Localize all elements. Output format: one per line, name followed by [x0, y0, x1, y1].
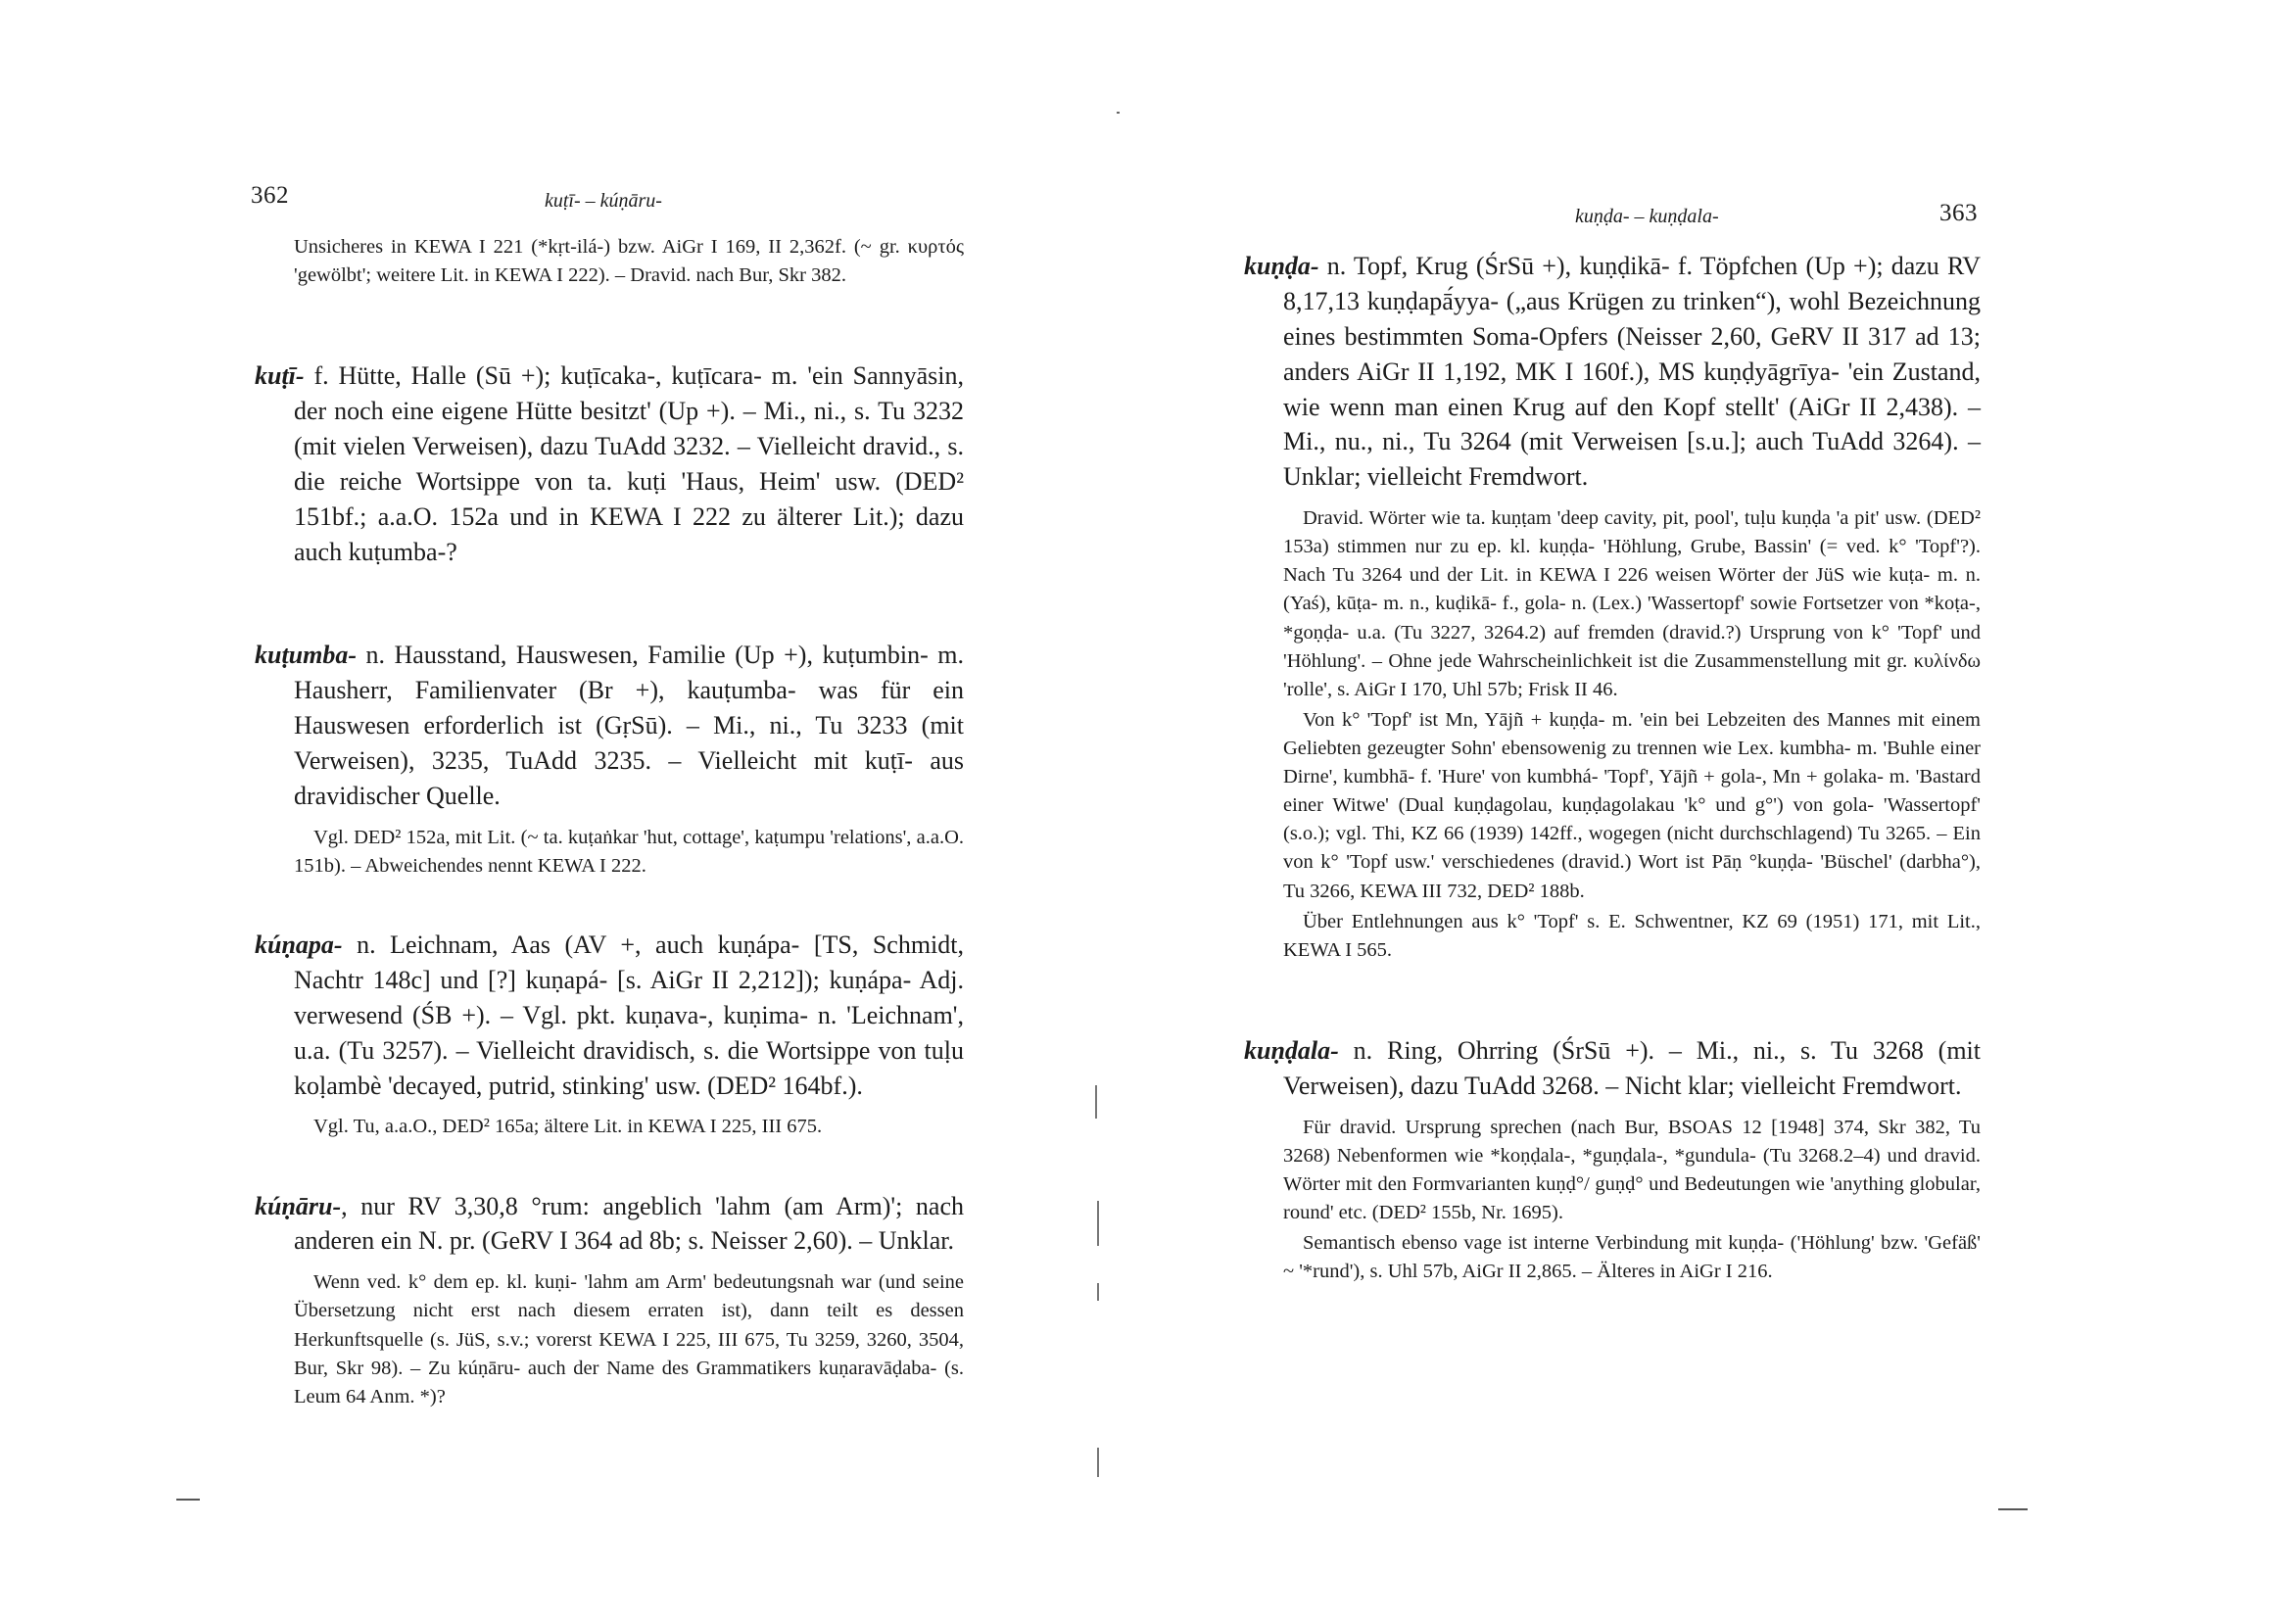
edge-mark	[176, 1499, 200, 1501]
edge-mark	[1998, 1508, 2028, 1510]
running-head: kuṇḍa- – kuṇḍala-	[1575, 206, 1719, 227]
entry-text: f. Hütte, Halle (Sū +); kuṭīcaka-, kuṭīcara- m. 'ein Sannyāsin, der noch eine eigene Hütte besitzt' (Up +). – Mi., ni., s. Tu 3232 (mit vielen Verweisen), dazu TuAdd 3232. – Vielleicht dravid., s. die reiche Wortsippe von ta. kuṭi 'Haus, Heim' usw. (DED² 151bf.; a.a.O. 152a und in KEWA I 222 zu älterer Lit.); dazu auch kuṭumba-?	[294, 361, 964, 566]
entry-note: Vgl. DED² 152a, mit Lit. (~ ta. kuṭaṅkar 'hut, cottage', kaṭumpu 'relations', a.a.O. 151b). – Abweichendes nennt KEWA I 222.	[294, 826, 964, 877]
page-number: 363	[1939, 200, 1978, 226]
dictionary-entry	[255, 638, 964, 813]
right-column	[1244, 249, 1981, 1286]
dictionary-entry	[1244, 1033, 1981, 1104]
right-page	[1148, 0, 2296, 1622]
entry-lemma: kúṇapa-	[255, 930, 343, 960]
opening-note: Unsicheres in KEWA I 221 (*kṛt-ilá-) bzw. AiGr I 169, II 2,362f. (~ gr. κυρτός 'gewölbt'; weitere Lit. in KEWA I 222). – Dravid. nach Bur, Skr 382.	[294, 236, 964, 287]
entry-text: n. Leichnam, Aas (AV +, auch kuṇápa- [TS, Schmidt, Nachtr 148c] und [?] kuṇapá- [s. AiGr II 2,212]); kuṇápa- Adj. verwesend (ŚB +). – Vgl. pkt. kuṇava-, kuṇima- n. 'Leichnam', u.a. (Tu 3257). – Vielleicht dravidisch, s. die Wortsippe von tuḷu koḷambè 'decayed, putrid, stinking' usw. (DED² 164bf.).	[294, 930, 964, 1100]
entry-note: Wenn ved. k° dem ep. kl. kuṇi- 'lahm am Arm' bedeutungsnah war (und seine Übersetzung nicht erst nach diesem erraten ist), dann teilt es dessen Herkunftsquelle (s. JüS, s.v.; vorerst KEWA I 225, III 675, Tu 3259, 3260, 3504, Bur, Skr 98). – Zu kúṇāru- auch der Name des Grammatikers kuṇaravāḍaba- (s. Leum 64 Anm. *)?	[294, 1271, 964, 1407]
entry-note: Dravid. Wörter wie ta. kuṇṭam 'deep cavity, pit, pool', tuḷu kuṇḍa 'a pit' usw. (DED² 153a) stimmen nur zu ep. kl. kuṇḍa- 'Höhlung, Grube, Bassin' (= ved. k° 'Topf'?). Nach Tu 3264 und der Lit. in KEWA I 226 weisen Wörter der JüS wie kuṭa- m. n. (Yaś), kūṭa- m. n., kuḍikā- f., gola- n. (Lex.) 'Wassertopf' sowie Fortsetzer von *koṭa-, *goṇḍa- u.a. (Tu 3227, 3264.2) auf fremden (dravid.?) Ursprung von k° 'Topf' und 'Höhlung'. – Ohne jede Wahrscheinlichkeit ist die Zusammenstellung mit gr. κυλίνδω 'rolle', s. AiGr I 170, Uhl 57b; Frisk II 46.	[1283, 507, 1981, 700]
page-number: 362	[251, 182, 289, 209]
entry-text: n. Topf, Krug (ŚrSū +), kuṇḍikā- f. Töpfchen (Up +); dazu RV 8,17,13 kuṇḍapā́yya- („aus Krügen zu trinken“), wohl Bezeichnung eines bestimmten Soma-Opfers (Neisser 2,60, GeRV II 317 ad 13; anders AiGr II 1,192, MK I 160f.), MS kuṇḍyāgrīya- 'ein Zustand, wie wenn man einen Krug auf den Kopf stellt' (AiGr II 2,438). – Mi., nu., ni., Tu 3264 (mit Verweisen [s.u.]; auch TuAdd 3264). – Unklar; vielleicht Fremdwort.	[1283, 252, 1981, 492]
dictionary-entry	[255, 1189, 964, 1260]
running-head: kuṭī- – kúṇāru-	[545, 190, 662, 212]
entry-lemma: kuṭī-	[255, 361, 305, 391]
entry-lemma: kuṇḍa-	[1244, 252, 1319, 280]
entry-lemma: kúṇāru-	[255, 1191, 342, 1220]
entry-note: Über Entlehnungen aus k° 'Topf' s. E. Schwentner, KZ 69 (1951) 171, mit Lit., KEWA I 565.	[1283, 910, 1981, 961]
dictionary-entry	[255, 358, 964, 569]
gutter-mark	[1095, 1085, 1097, 1119]
left-column	[255, 233, 964, 1411]
dictionary-entry	[255, 928, 964, 1103]
scan-speck	[1117, 112, 1120, 114]
gutter-mark	[1097, 1448, 1099, 1477]
entry-note: Semantisch ebenso vage ist interne Verbindung mit kuṇḍa- ('Höhlung' bzw. 'Gefäß' ~ '*rund'), s. Uhl 57b, AiGr II 2,865. – Älteres in AiGr I 216.	[1283, 1232, 1981, 1283]
entry-text: n. Ring, Ohrring (ŚrSū +). – Mi., ni., s. Tu 3268 (mit Verweisen), dazu TuAdd 3268. – Nicht klar; vielleicht Fremdwort.	[1283, 1035, 1981, 1100]
entry-note: Vgl. Tu, a.a.O., DED² 165a; ältere Lit. in KEWA I 225, III 675.	[313, 1116, 823, 1138]
entry-note: Von k° 'Topf' ist Mn, Yājñ + kuṇḍa- m. 'ein bei Lebzeiten des Mannes mit einem Geliebten gezeugter Sohn' ebensowenig zu trennen wie Lex. kumbha- m. 'Buhle einer Dirne', kumbhā- f. 'Hure' von kumbhá- 'Topf', Yājñ + gola-, Mn + golaka- m. 'Bastard einer Witwe' (Dual kuṇḍagolau, kuṇḍagolakau 'k° und g°') von gola- 'Wassertopf' (s.o.); vgl. Thi, KZ 66 (1939) 142ff., wogegen (nicht durchschlagend) Tu 3265. – Ein von k° 'Topf usw.' verschiedenes (dravid.) Wort ist Pāṇ °kuṇḍa- 'Büschel' (darbha°), Tu 3266, KEWA III 732, DED² 188b.	[1283, 708, 1981, 902]
gutter-mark	[1097, 1283, 1099, 1301]
entry-lemma: kuṭumba-	[255, 641, 358, 670]
dictionary-entry	[1244, 249, 1981, 495]
entry-lemma: kuṇḍala-	[1244, 1035, 1339, 1065]
entry-note: Für dravid. Ursprung sprechen (nach Bur, BSOAS 12 [1948] 374, Skr 382, Tu 3268) Nebenformen wie *koṇḍala-, *guṇḍala-, *gundula- (Tu 3268.2–4) und dravid. Wörter mit den Formvarianten kuṇḍ°/ guṇḍ° und Bedeutungen wie 'anything globular, round' etc. (DED² 155b, Nr. 1695).	[1283, 1116, 1981, 1223]
entry-text: n. Hausstand, Hauswesen, Familie (Up +), kuṭumbin- m. Hausherr, Familienvater (Br +), kauṭumba- was für ein Hauswesen erforderlich ist (GṛSū). – Mi., ni., Tu 3233 (mit Verweisen), 3235, TuAdd 3235. – Vielleicht mit kuṭī- aus dravidischer Quelle.	[294, 641, 964, 810]
gutter-mark	[1097, 1201, 1099, 1246]
entry-text: , nur RV 3,30,8 °rum: angeblich 'lahm (am Arm)'; nach anderen ein N. pr. (GeRV I 364 ad 8b; s. Neisser 2,60). – Unklar.	[294, 1191, 964, 1256]
